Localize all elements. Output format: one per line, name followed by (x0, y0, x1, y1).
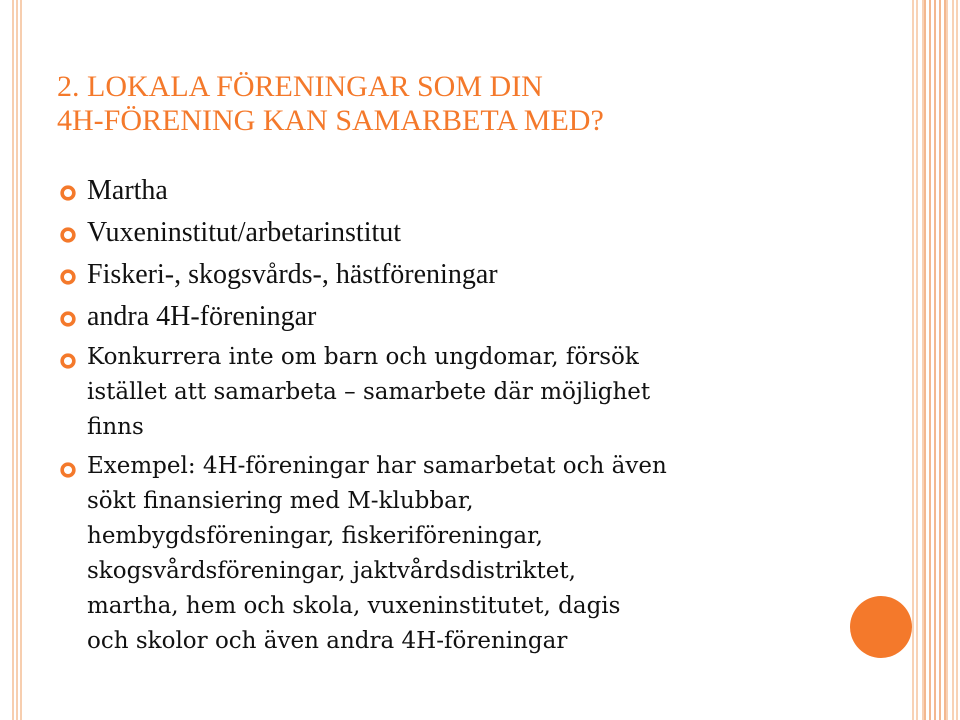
bullet-text-line: Fiskeri-, skogsvårds-, hästföreningar (87, 259, 498, 290)
bullet-item (57, 449, 847, 659)
slide-title (57, 70, 817, 138)
orange-ring-icon (59, 184, 77, 202)
bullet-text-line: Martha (87, 175, 168, 206)
orange-ring-icon (59, 461, 77, 479)
slide-title-line-1: 2. LOKALA FÖRENINGAR SOM DIN (57, 70, 543, 103)
bullet-text-line: Konkurrera inte om barn och ungdomar, försök (87, 344, 639, 370)
bullet-text-line: Vuxeninstitut/arbetarinstitut (87, 217, 402, 248)
bullet-item (57, 256, 847, 294)
orange-ring-icon (59, 310, 77, 328)
orange-ring-icon (59, 226, 77, 244)
bullet-item (57, 340, 847, 445)
orange-ring-icon (59, 268, 77, 286)
slide-title-line-2: 4H-FÖRENING KAN SAMARBETA MED? (57, 104, 604, 137)
bullet-text-line: Exempel: 4H-föreningar har samarbetat och även (87, 453, 667, 479)
bullet-text-line: martha, hem och skola, vuxeninstitutet, dagis (87, 593, 621, 619)
bullet-text-line: istället att samarbeta – samarbete där möjlighet (87, 379, 651, 405)
bullet-text-line: skogsvårdsföreningar, jaktvårdsdistriktet, (87, 558, 576, 584)
bullet-text-line: sökt finansiering med M-klubbar, (87, 488, 474, 514)
right-decorative-stripes (912, 0, 960, 720)
bullet-text-line: finns (87, 414, 144, 440)
bullet-text-line: andra 4H-föreningar (87, 301, 317, 332)
bullet-text-line: och skolor och även andra 4H-föreningar (87, 628, 568, 654)
orange-circle-decoration (850, 596, 912, 658)
orange-ring-icon (59, 352, 77, 370)
bullet-text-line: hembygdsföreningar, fiskeriföreningar, (87, 523, 543, 549)
bullet-item (57, 298, 847, 336)
bullet-item (57, 172, 847, 210)
bullet-list (57, 172, 847, 663)
left-decorative-stripe (12, 0, 22, 720)
bullet-item (57, 214, 847, 252)
